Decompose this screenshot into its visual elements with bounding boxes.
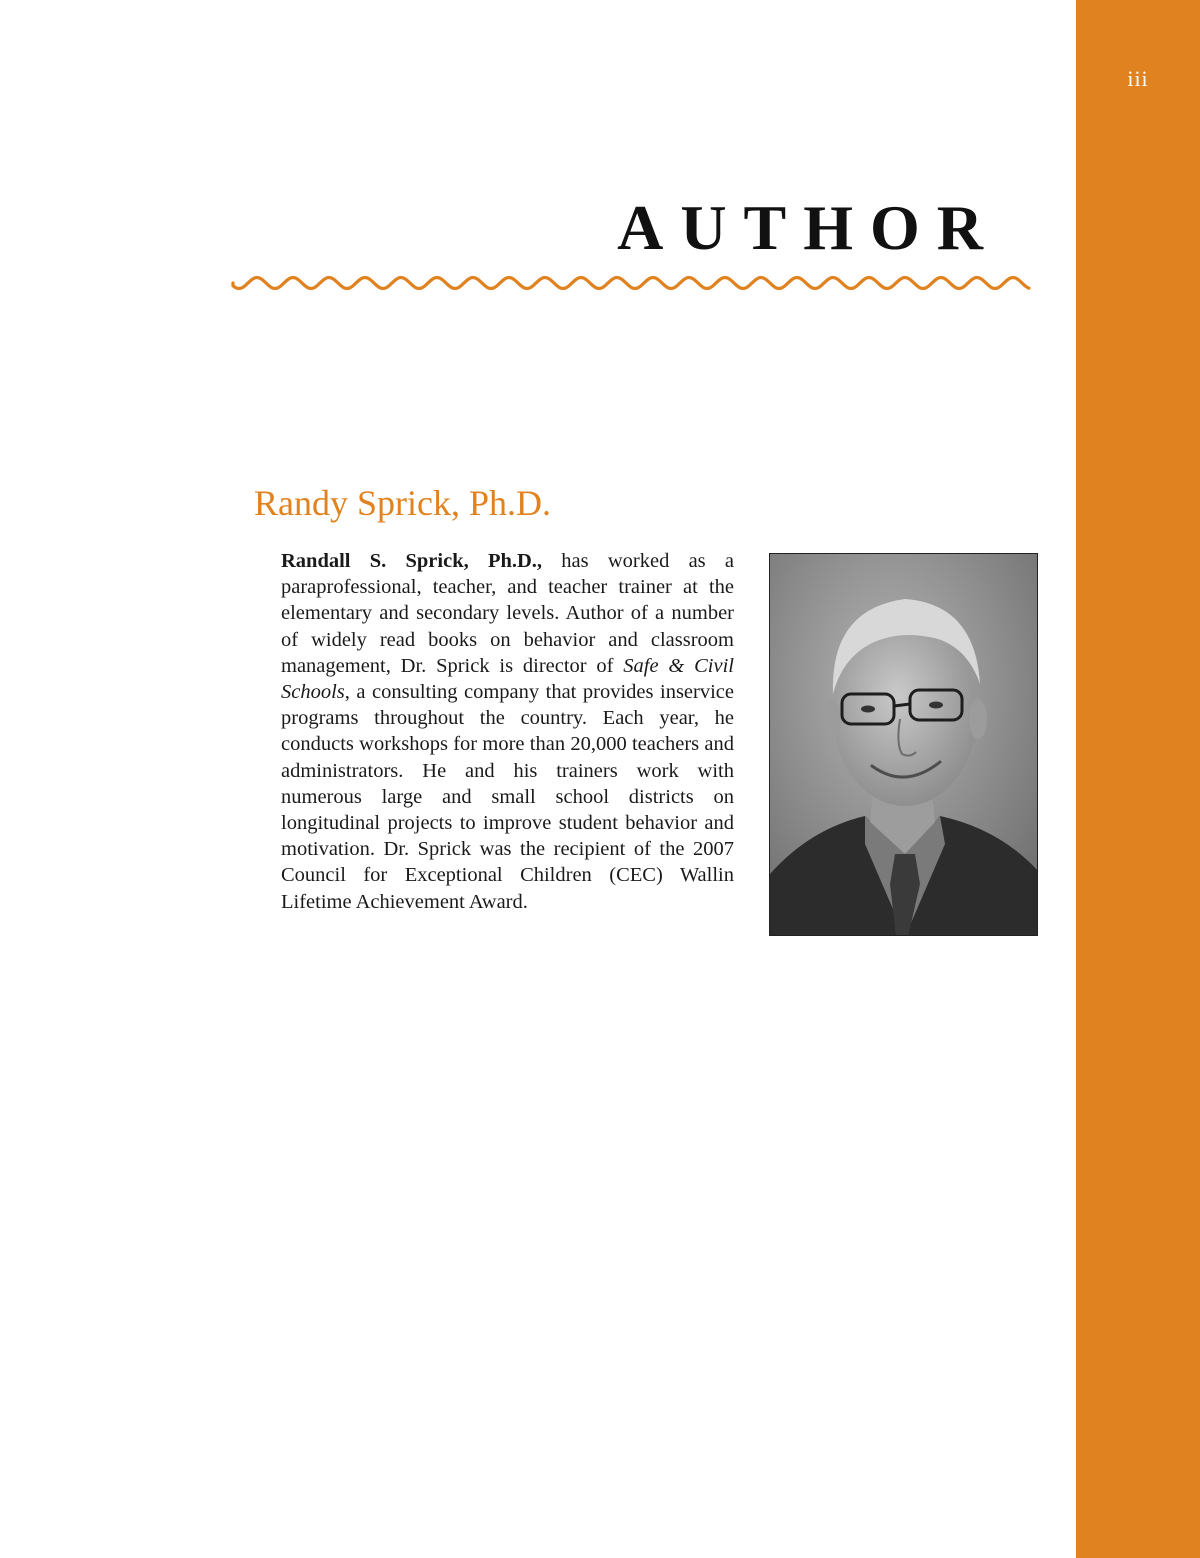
author-portrait-icon xyxy=(770,554,1038,936)
bio-text-part2: , a consulting company that provides inservice programs throughout the country. Each year, he conducts workshops for more than 20,000 teachers and administrators. He and his trainers work with numerous large and small school districts on longitudinal projects to improve student behavior and motivation. Dr. Sprick was the recipient of the 2007 Council for Exceptional Children (CEC) Wallin Lifetime Achievement Award. xyxy=(281,681,734,913)
page-title: AUTHOR xyxy=(617,192,1000,263)
side-color-bar xyxy=(1076,0,1200,1558)
author-bio xyxy=(281,548,734,915)
wavy-divider xyxy=(230,268,1034,298)
bio-organization-italic: Safe & Civil Schools xyxy=(281,654,734,704)
author-name: Randy Sprick, Ph.D. xyxy=(254,483,551,523)
bio-text-part1: has worked as a paraprofessional, teacher, and teacher trainer at the elementary and secondary levels. Author of a number of widely read books on behavior and classroom management, Dr. Sprick is director of xyxy=(281,550,734,677)
page-number: iii xyxy=(1127,66,1149,91)
bio-name-bold: Randall S. Sprick, Ph.D., xyxy=(281,550,543,572)
author-photo xyxy=(769,553,1038,936)
